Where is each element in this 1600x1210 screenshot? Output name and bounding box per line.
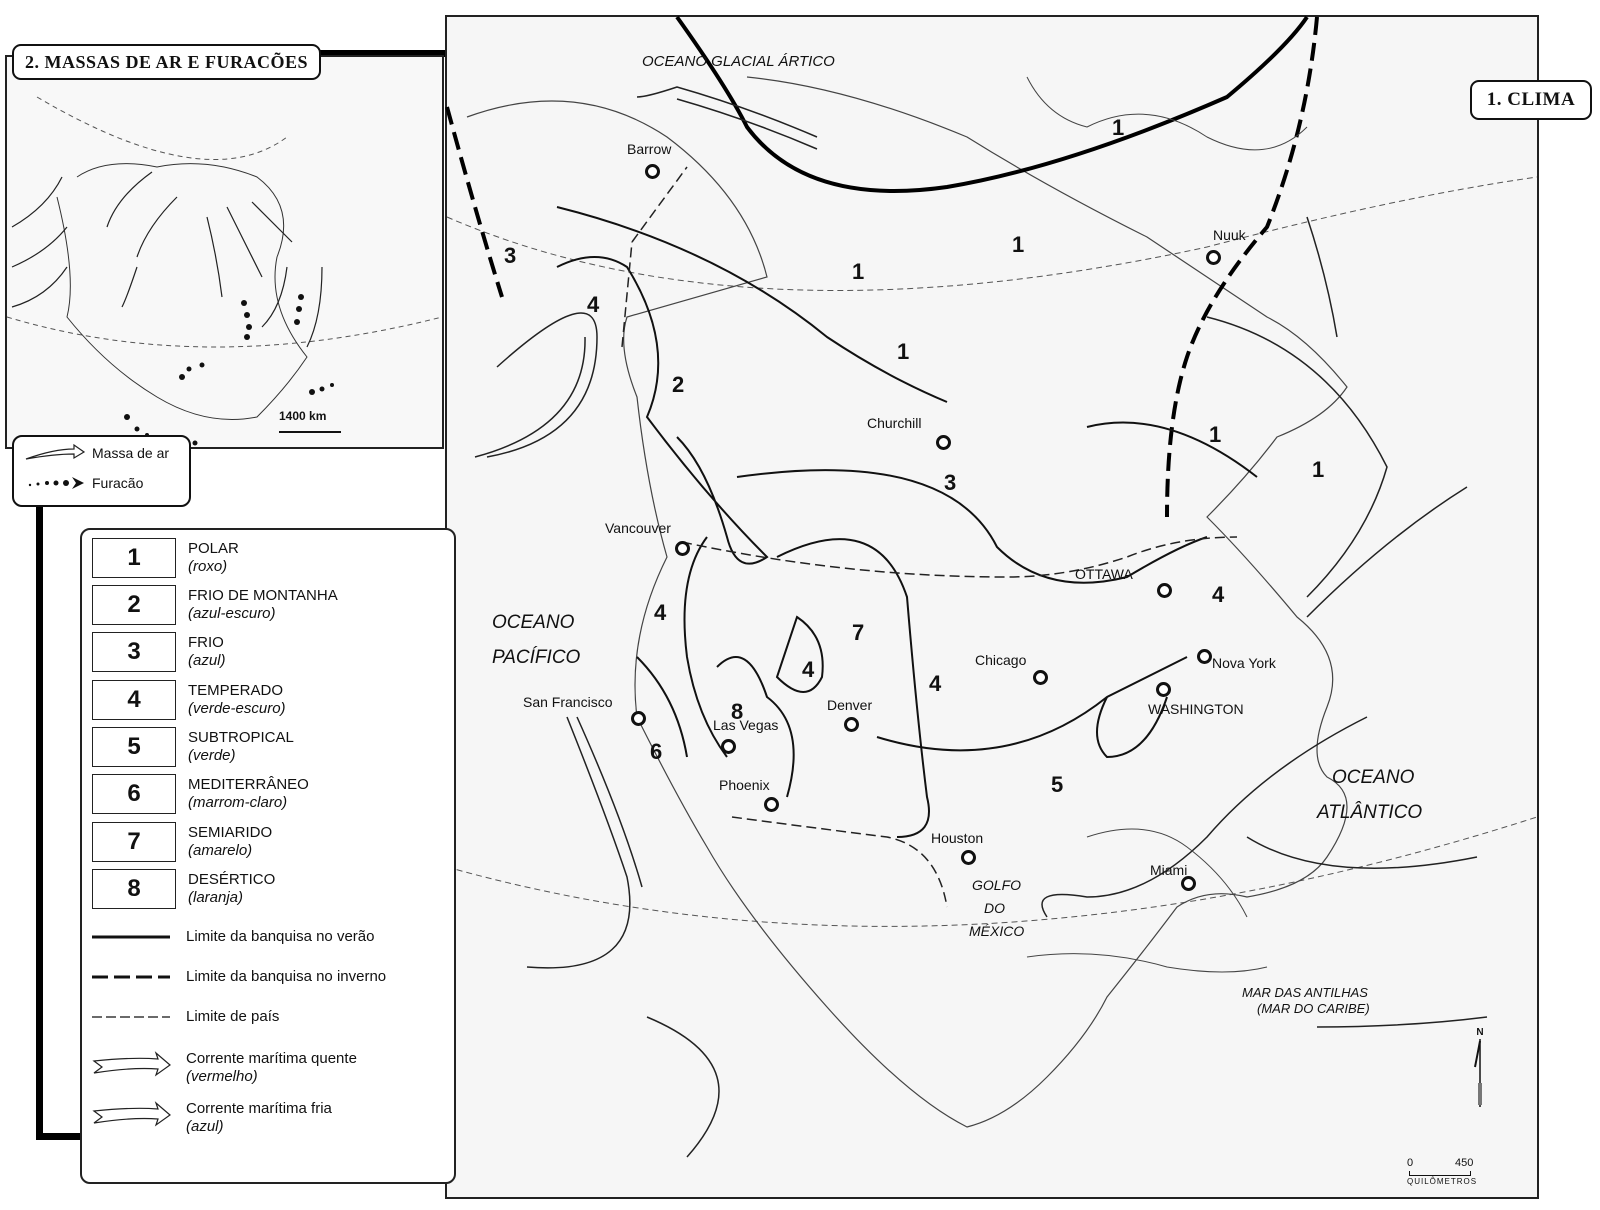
city-marker-nuuk [1206,250,1221,265]
legend-cold-current: Corrente marítima fria (azul) [92,1100,332,1136]
city-label-nova-york: Nova York [1212,655,1276,671]
city-label-chicago: Chicago [975,652,1027,668]
legend-hurricane: Furacão [24,473,143,493]
ocean-label-gulf-2: DO [984,900,1005,916]
inset-linework [7,57,442,447]
city-label-san-francisco: San Francisco [523,694,613,710]
ocean-label-atlantic-2: ATLÂNTICO [1317,802,1423,823]
legend-climate-3: 3 FRIO (azul) [92,632,226,672]
ocean-label-gulf-1: GOLFO [972,877,1022,893]
city-marker-washington [1156,682,1171,697]
hurricane-dotted-arrow-icon [24,473,86,493]
map-linework [447,17,1537,1197]
city-marker-barrow [645,164,660,179]
zone-number: 1 [1209,422,1222,447]
legend-climate-6: 6 MEDITERRÂNEO (marrom-claro) [92,774,309,814]
city-marker-ottawa [1157,583,1172,598]
city-label-denver: Denver [827,697,873,713]
solid-thick-line-icon [92,932,172,942]
climate-legend [80,528,456,1184]
cold-current-arrow-icon [92,1103,172,1133]
city-marker-vancouver [675,541,690,556]
zone-number: 4 [654,600,667,625]
inset-scale-label: 1400 km [279,409,327,423]
air-mass-inset-map [5,55,444,449]
frame-connector-left [36,500,43,1140]
ocean-label-atlantic-1: OCEANO [1332,767,1415,788]
zone-number: 6 [650,739,663,764]
city-marker-churchill [936,435,951,450]
legend-warm-current: Corrente marítima quente (vermelho) [92,1050,357,1086]
zone-number: 3 [944,470,957,495]
city-label-miami: Miami [1150,862,1188,878]
legend-country-border: Limite de país [92,1008,279,1025]
inset-map-title: 2. MASSAS DE AR E FURACÕES [12,44,321,80]
north-arrow [1473,1027,1487,1107]
zone-number: 4 [1212,582,1225,607]
city-marker-san-francisco [631,711,646,726]
city-marker-phoenix [764,797,779,812]
city-label-nuuk: Nuuk [1213,227,1246,243]
city-label-vancouver: Vancouver [605,520,671,536]
zone-number: 3 [504,243,517,268]
city-label-churchill: Churchill [867,415,922,431]
legend-air-mass: Massa de ar [24,443,169,463]
dashed-thin-line-icon [92,1012,172,1022]
city-label-washington: WASHINGTON [1148,701,1244,717]
city-label-las-vegas: Las Vegas [713,717,779,733]
north-arrow-icon [1473,1039,1487,1109]
scale-min: 0 [1407,1157,1414,1169]
legend-climate-8: 8 DESÉRTICO (laranja) [92,869,275,909]
city-marker-houston [961,850,976,865]
zone-number: 4 [929,671,942,696]
city-marker-denver [844,717,859,732]
zone-number: 2 [672,372,685,397]
scale-max: 450 [1455,1157,1474,1169]
ocean-label-arctic: OCEANO GLACIAL ÁRTICO [642,53,835,70]
zone-number: 1 [852,259,865,284]
air-mass-arrow-icon [24,443,86,463]
zone-number: 1 [1012,232,1025,257]
warm-current-arrow-icon [92,1053,172,1083]
ocean-label-pacific-1: OCEANO [492,612,575,633]
north-label: N [1476,1027,1484,1038]
city-label-phoenix: Phoenix [719,777,770,793]
dashed-thick-line-icon [92,972,172,982]
ocean-label-gulf-3: MÉXICO [969,923,1025,939]
scale-unit: QUILÔMETROS [1407,1177,1478,1186]
ocean-label-caribbean-2: (MAR DO CARIBE) [1257,1001,1370,1016]
city-marker-las-vegas [721,739,736,754]
legend-climate-1: 1 POLAR (roxo) [92,538,239,578]
legend-winter-ice-limit: Limite da banquisa no inverno [92,968,386,985]
zone-number: 4 [802,657,815,682]
city-marker-nova-york [1197,649,1212,664]
ocean-label-pacific-2: PACÍFICO [492,647,581,668]
ocean-label-caribbean-1: MAR DAS ANTILHAS [1242,985,1368,1000]
inset-legend [12,435,191,507]
frame-connector-bottom [36,1133,86,1140]
zone-number: 7 [852,620,865,645]
legend-climate-4: 4 TEMPERADO (verde-escuro) [92,680,286,720]
scale-bar [1407,1157,1487,1193]
zone-number: 1 [1312,457,1325,482]
main-map-title: 1. CLIMA [1470,80,1592,120]
legend-summer-ice-limit: Limite da banquisa no verão [92,928,374,945]
legend-climate-2: 2 FRIO DE MONTANHA (azul-escuro) [92,585,338,625]
city-label-barrow: Barrow [627,141,672,157]
zone-number: 5 [1051,772,1064,797]
legend-climate-5: 5 SUBTROPICAL (verde) [92,727,294,767]
legend-climate-7: 7 SEMIARIDO (amarelo) [92,822,272,862]
inset-scale-bar [279,407,341,433]
city-label-houston: Houston [931,830,984,846]
city-marker-chicago [1033,670,1048,685]
city-marker-miami [1181,876,1196,891]
zone-number: 4 [587,292,600,317]
zone-number: 1 [1112,115,1125,140]
zone-number: 1 [897,339,910,364]
climate-map [445,15,1539,1199]
city-label-ottawa: OTTAWA [1075,566,1133,582]
zone-number: 8 [731,699,744,724]
